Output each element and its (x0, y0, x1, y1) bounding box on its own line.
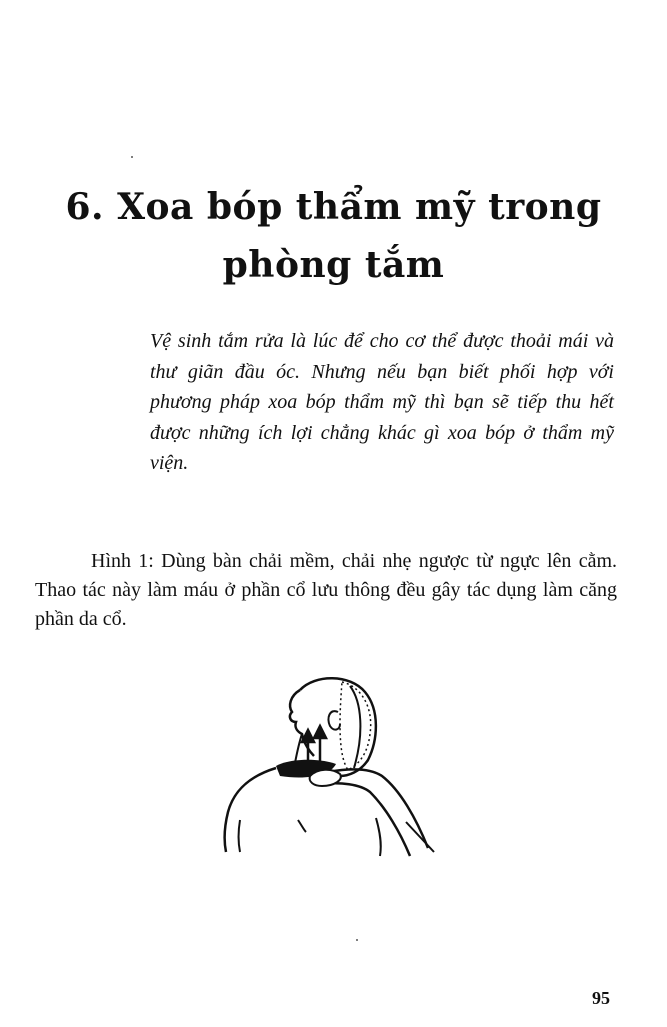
arm-stroke (406, 822, 434, 852)
intro-paragraph: Vệ sinh tắm rửa là lúc để cho cơ thể được thoải mái và thư giãn đầu óc. Nhưng nếu bạn biết phối hợp với phương pháp xoa bóp thẩm mỹ thì bạn sẽ tiếp thu hết được những ích lợi chẳng khác gì xoa bóp ở thẩm mỹ viện. (150, 330, 614, 474)
chapter-title-line-1: 6. Xoa bóp thẩm mỹ trong (65, 186, 602, 228)
ear (328, 711, 340, 730)
figure-1-description: Hình 1: Dùng bàn chải mềm, chải nhẹ ngược từ ngực lên cằm. Thao tác này làm máu ở phần cổ lưu thông đều gây tác dụng làm căng phần da cổ. (35, 550, 617, 630)
hand (310, 770, 341, 786)
spine-mark (298, 820, 306, 832)
neck-brushing-illustration-icon (210, 672, 440, 862)
print-speck (356, 939, 358, 941)
face-profile (290, 690, 314, 756)
print-speck (131, 156, 133, 158)
chapter-title (40, 178, 627, 294)
left-shoulder (225, 768, 276, 852)
arm-upper (328, 769, 428, 848)
chapter-title-line-2: phòng tắm (222, 244, 445, 286)
arm-detail (376, 818, 381, 856)
arm-lower (322, 783, 410, 856)
left-arm-stroke (239, 820, 241, 852)
page-number: 95 (592, 988, 610, 1008)
